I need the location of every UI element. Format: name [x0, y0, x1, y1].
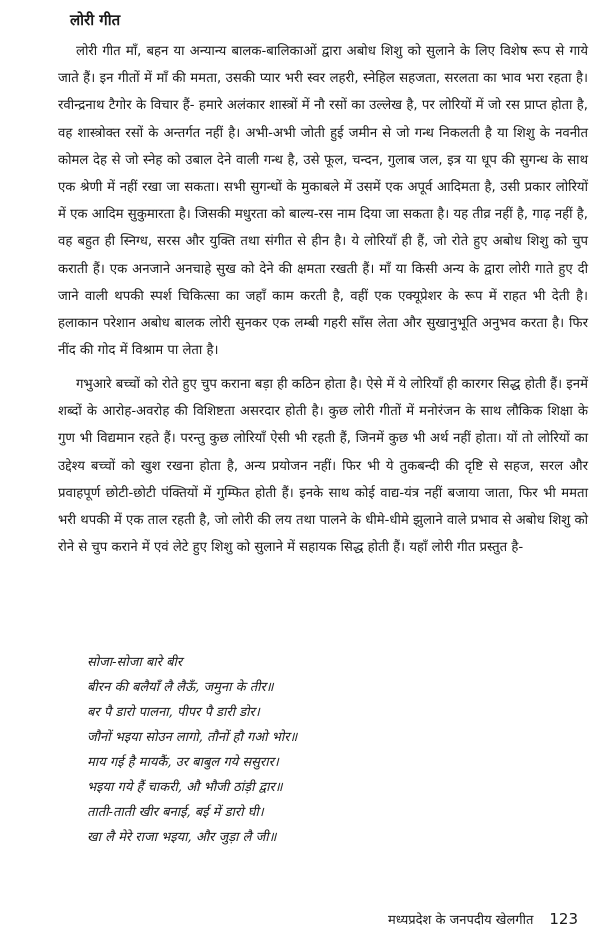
section-title: लोरी गीत: [70, 11, 121, 29]
verse-line: ताती-ताती खीर बनाई, बई में डारो घी।: [87, 805, 264, 820]
footer-book-title: मध्यप्रदेश के जनपदीय खेलगीत: [388, 913, 534, 928]
verse-line: बर पै डारो पालना, पीपर पै डारी डोर।: [87, 705, 260, 720]
verse-line: माय गई है मायकैं, उर बाबुल गये ससुरार।: [87, 755, 279, 770]
paragraph-intro: लोरी गीत माँ, बहन या अन्यान्य बालक-बालिकाओं द्वारा अबोध शिशु को सुलाने के लिए विशेष रूप से गाये जाते हैं। इन गीतों में माँ की ममता, उसकी प्यार भरी स्वर लहरी, स्नेहिल सहजता, सरलता का भाव भरा रहता है। रवीन्द्रनाथ टैगोर के विचार हैं- हमारे अलंकार शास्त्रों में नौ रसों का उल्लेख है, पर लोरियों में जो रस प्राप्त होता है, वह शास्त्रोक्त रसों के अन्तर्गत नहीं है। अभी-अभी जोती हुई जमीन से जो गन्ध निकलती है या शिशु के नवनीत कोमल देह से जो स्नेह को उबाल देने वाली गन्ध है, उसे फूल, चन्दन, गुलाब जल, इत्र या धूप की सुगन्ध के साथ एक श्रेणी में नहीं रखा जा सकता। सभी सुगन्धों के मुकाबले में उसमें एक अपूर्व आदिमता है, उसी प्रकार लोरियों में एक आदिम सुकुमारता है। जिसकी मधुरता को बाल्य-रस नाम दिया जा सकता है। यह तीव्र नहीं है, गाढ़ नहीं है, वह बहुत ही स्निग्ध, सरस और युक्ति तथा संगीत से हीन है। ये लोरियाँ ही हैं, जो रोते हुए अबोध शिशु को चुप कराती हैं। एक अनजाने अनचाहे सुख को देने की क्षमता रखती हैं। माँ या किसी अन्य के द्वारा लोरी गाते हुए दी जाने वाली थपकी स्पर्श चिकित्सा का जहाँ काम करती है, वहीं एक एक्यूप्रेशर के रूप में राहत भी देती है। हलाकान परेशान अबोध बालक लोरी सुनकर एक लम्बी गहरी साँस लेता और सुखानुभूति अनुभव करता है। फिर नींद की गोद में विश्राम पा लेता है।: [58, 44, 588, 359]
verse-line: सोजा-सोजा बारे बीर: [87, 655, 183, 670]
page-footer: [388, 910, 578, 928]
page-number: 123: [549, 910, 578, 928]
verse-line: भइया गये हैं चाकरी, औ भौजी ठांड़ी द्वार॥: [87, 780, 283, 795]
lullaby-verse: [87, 650, 567, 850]
paragraph-lullaby-purpose: गभुआरे बच्चों को रोते हुए चुप कराना बड़ा ही कठिन होता है। ऐसे में ये लोरियाँ ही कारगर सिद्ध होती हैं। इनमें शब्दों के आरोह-अवरोह की विशिष्टता असरदार होती है। कुछ लोरी गीतों में मनोरंजन के साथ लौकिक शिक्षा के गुण भी विद्यमान रहते हैं। परन्तु कुछ लोरियाँ ऐसी भी रहती हैं, जिनमें कुछ भी अर्थ नहीं होता। यों तो लोरियों का उद्देश्य बच्चों को खुश रखना होता है, अन्य प्रयोजन नहीं। फिर भी ये तुकबन्दी की दृष्टि से सहज, सरल और प्रवाहपूर्ण छोटी-छोटी पंक्तियों में गुम्फित होती हैं। इनके साथ कोई वाद्य-यंत्र नहीं बजाया जाता, फिर भी ममता भरी थपकी में एक ताल रहती है, जो लोरी की लय तथा पालने के धीमे-धीमे झुलाने वाले प्रभाव से अबोध शिशु को रोने से चुप कराने में एवं लेटे हुए शिशु को सुलाने में सहायक सिद्ध होती हैं। यहाँ लोरी गीत प्रस्तुत है-: [58, 377, 588, 556]
verse-line: जौनों भइया सोउन लागो, तौनों हौ गओ भोर॥: [87, 730, 298, 745]
verse-line: खा लै मेरे राजा भइया, और जुड़ा लै जी॥: [87, 830, 277, 845]
verse-line: बीरन की बलैयाँ लै लैऊँ, जमुना के तीर॥: [87, 680, 274, 695]
